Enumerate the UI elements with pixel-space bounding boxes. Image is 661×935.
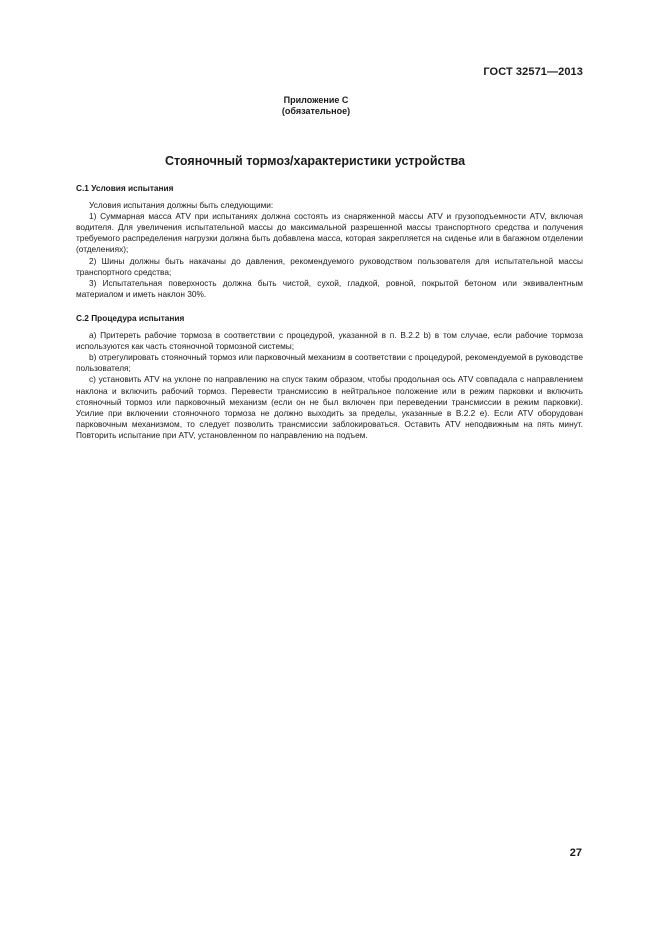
section-heading: С.1 Условия испытания xyxy=(76,183,174,193)
appendix-status: (обязательное) xyxy=(281,105,351,116)
paragraph: c) установить ATV на уклоне по направлению на спуск таким образом, чтобы продольная ось ATV совпадала с направлением наклона и включить рабочий тормоз. Перевести трансмиссию в нейтральное положение или в режим парковки и включить стояночный тормоз или парковочный механизм (если он не был включен при переведении трансмиссии в режим парковки). Усилие при включении стояночного тормоза не должно выходить за пределы, указанные в В.2.2 е). Если ATV оборудован парковочным механизмом, то следует позволить трансмиссии заблокироваться. Оставить ATV неподвижным на пять минут. Повторить испытание при ATV, установленном по направлению на подъем. xyxy=(76,374,583,440)
paragraph: 3) Испытательная поверхность должна быть чистой, сухой, гладкой, ровной, покрытой бетоном или эквивалентным материалом и иметь наклон 30%. xyxy=(76,277,583,299)
section-heading: С.2 Процедура испытания xyxy=(76,313,185,323)
appendix-title: Приложение С xyxy=(283,95,349,105)
section-test-conditions xyxy=(76,183,583,300)
paragraph: a) Притереть рабочие тормоза в соответствии с процедурой, указанной в п. В.2.2 b) в том случае, если рабочие тормоза используются как часть стояночной тормозной системы; xyxy=(76,330,583,352)
standard-code: ГОСТ 32571—2013 xyxy=(483,66,583,78)
section-test-procedure xyxy=(76,313,583,441)
paragraph: Условия испытания должны быть следующими: xyxy=(89,200,274,211)
paragraph: b) отрегулировать стояночный тормоз или парковочный механизм в соответствии с процедурой, рекомендуемой в руководстве пользователя; xyxy=(76,352,583,374)
page-number: 27 xyxy=(569,847,582,859)
document-title: Стояночный тормоз/характеристики устройства xyxy=(164,154,466,168)
paragraph: 1) Суммарная масса ATV при испытаниях должна состоять из снаряженной массы ATV и грузоподъемности ATV, включая водителя. Для увеличения испытательной массы до максимальной разрешенной массы транспортного средства и получения требуемого распределения нагрузки должна быть добавлена масса, которая закрепляется на сиденье или в багажном отделении (отделениях); xyxy=(76,211,583,255)
paragraph: 2) Шины должны быть накачаны до давления, рекомендуемого руководством пользователя для испытательной массы транспортного средства; xyxy=(76,255,583,277)
appendix-heading xyxy=(0,95,632,116)
